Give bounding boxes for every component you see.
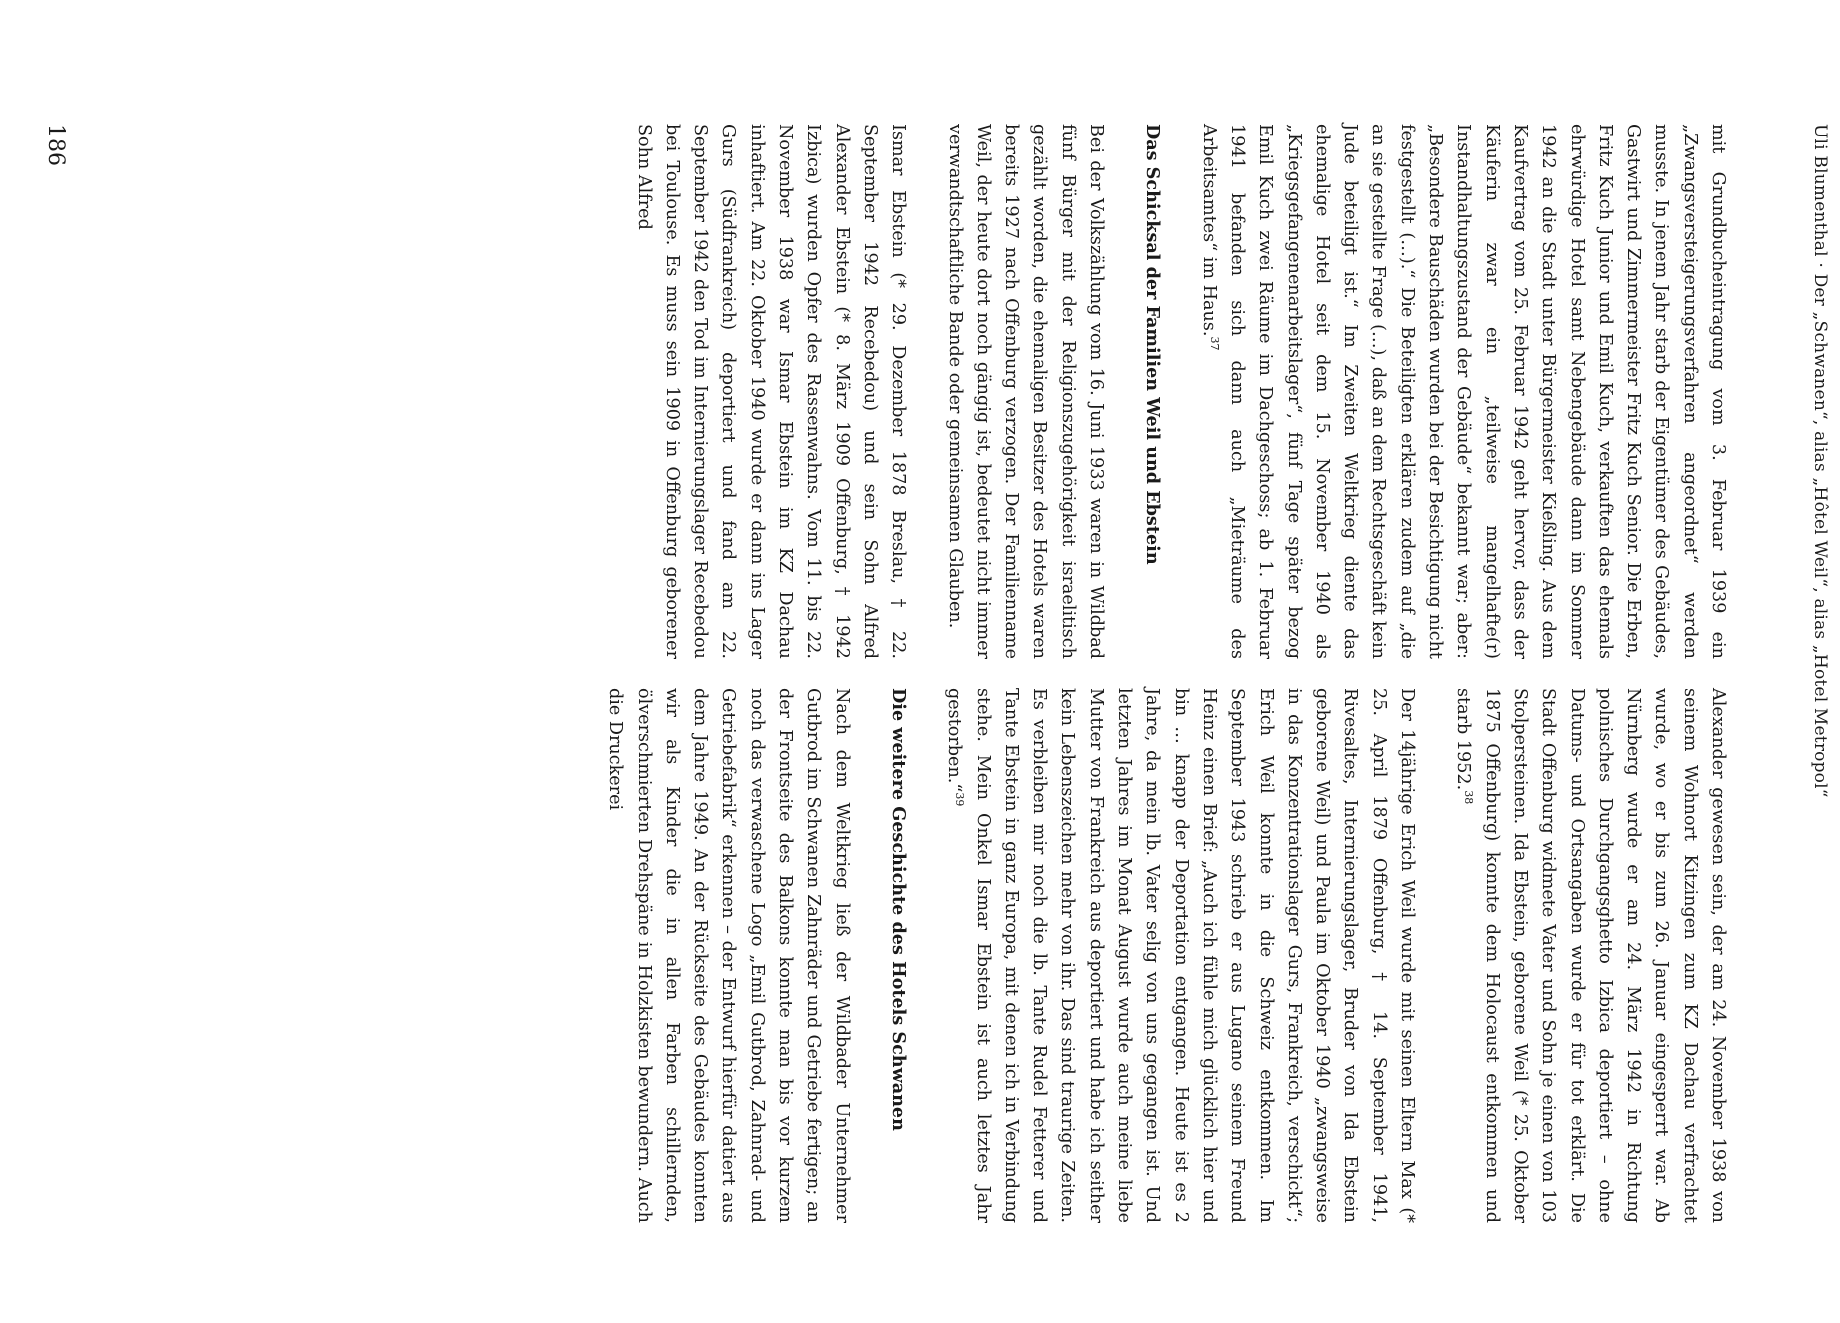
paragraph	[1194, 124, 1732, 659]
section-heading-hotel-schwanen: Die weitere Geschichte des Hotels Schwanen	[887, 688, 909, 1131]
footnote-ref-39: 39	[953, 792, 967, 807]
footnote-ref-37: 37	[1207, 336, 1221, 351]
paragraph-text: mit Grundbucheintragung vom 3. Februar 1939 ein „Zwangsversteigerungsverfahren angeordnet“ werden musste. In jenem Jahr starb der Eigentümer des Gebäudes, Gastwirt und Zimmermeister Fritz Kuch Senior. Die Erben, Fritz Kuch Junior und Emil Kuch, verkauften das ehemals ehrwürdige Hotel samt Nebengebäude dann im Sommer 1942 an die Stadt unter Bürgermeister Kießling. Aus dem Kaufvertrag vom 25. Februar 1942 geht hervor, dass der Käuferin zwar ein „teilweise mangelhafte(r) Instandhaltungszustand der Gebäude“ bekannt war; aber: „Besondere Bauschäden wurden bei der Besichtigung nicht festgestellt (…).“ Die Beteiligten erklären zudem auf „die an sie gestellte Frage (…), daß an dem Rechtsgeschäft kein Jude beteiligt ist.“ Im Zweiten Weltkrieg diente das ehemalige Hotel seit dem 15. November 1940 als „Kriegsgefangenenarbeitslager“, fünf Tage später bezog Emil Kuch zwei Räume im Dachgeschoss; ab 1. Februar 1941 befanden sich dann auch „Mieträume des Arbeitsamtes“ im Haus.	[1198, 124, 1728, 659]
page-number: 186	[43, 124, 68, 166]
paragraph: Bei der Volkszählung vom 16. Juni 1933 waren in Wildbad fünf Bürger mit der Religionszugehörigkeit israelitisch gezählt worden, die ehemaligen Besitzer des Hotels waren bereits 1927 nach Offenburg verzogen. Der Familienname Weil, der heute dort noch gängig ist, bedeutet nicht immer verwandtschaftliche Bande oder gemeinsamen Glauben.	[944, 124, 1107, 659]
footnote-ref-38: 38	[1462, 790, 1476, 805]
paragraph-text: Alexander gewesen sein, der am 24. November 1938 von seinem Wohnort Kitzingen zum KZ Dachau verfrachtet wurde, wo er bis zum 26. Januar eingesperrt war. Ab Nürnberg wurde er am 24. März 1942 in Richtung polnisches Durchgangsghetto Izbica deportiert – ohne Datums- und Ortsangaben wurde er für tot erklärt. Die Stadt Offenburg widmete Vater und Sohn je einen von 103 Stolpersteinen. Ida Ebstein, geborene Weil (* 25. Oktober 1875 Offenburg) konnte dem Holocaust entkommen und starb 1952.	[1453, 688, 1728, 1223]
running-head: Uli Blumenthal · Der „Schwanen“, alias „Hôtel Weil“, alias „Hotel Metropol“	[1810, 124, 1830, 798]
paragraph: Ismar Ebstein (* 29. Dezember 1878 Breslau, † 22. September 1942 Recebedou) und sein Sohn Alfred Alexander Ebstein (* 8. März 1909 Offenburg, † 1942 Izbica) wurden Opfer des Rassenwahns. Vom 11. bis 22. November 1938 war Ismar Ebstein im KZ Dachau inhaftiert. Am 22. Oktober 1940 wurde er dann ins Lager Gurs (Südfrankreich) deportiert und fand am 22. September 1942 den Tod im Internierungslager Recebedou bei Toulouse. Es muss sein 1909 in Offenburg geborener Sohn Alfred	[633, 124, 909, 659]
right-column	[601, 688, 1732, 1223]
section-heading-weil-ebstein: Das Schicksal der Familien Weil und Ebstein	[1142, 124, 1164, 565]
left-column	[629, 124, 1732, 659]
paragraph: Nach dem Weltkrieg ließ der Wildbader Unternehmer Gutbrod im Schwanen Zahnräder und Getriebe fertigen; an der Frontseite des Balkons konnte man bis vor kurzem noch das verwaschene Logo „Emil Gutbrod, Zahnrad- und Getriebefabrik“ erkennen – der Entwurf hierfür datiert aus dem Jahre 1949. An der Rückseite des Gebäudes konnten wir als Kinder die in allen Farben schillernden, ölverschmierten Drehspäne in Holzkisten bewundern. Auch die Druckerei	[605, 688, 852, 1223]
paragraph-text: Der 14jährige Erich Weil wurde mit seinen Eltern Max (* 25. April 1879 Offenburg, † 14. September 1941, Rivesaltes, Internierungslager, Bruder von Ida Ebstein geborene Weil) und Paula im Oktober 1940 „zwangsweise in das Konzentrationslager Gurs, Frankreich, verschickt“; Erich Weil konnte in die Schweiz entkommen. Im September 1943 schrieb er aus Lugano seinem Freund Heinz einen Brief: „Auch ich fühle mich glücklich hier und bin … knapp der Deportation entgangen. Heute ist es 2 Jahre, da mein lb. Vater selig von uns gegangen ist. Und letzten Jahres im Monat August wurde auch meine liebe Mutter von Frankreich aus deportiert und habe ich seither kein Lebenszeichen mehr von ihr. Das sind traurige Zeiten. Es verbleiben mir noch die lb. Tante Rudel Fetterer und Tante Ebstein in ganz Europa, mit denen ich in Verbindung stehe. Mein Onkel Ismar Ebstein ist auch letztes Jahr gestorben.“	[944, 688, 1418, 1223]
paragraph	[1449, 688, 1732, 1223]
paragraph	[940, 688, 1421, 1223]
